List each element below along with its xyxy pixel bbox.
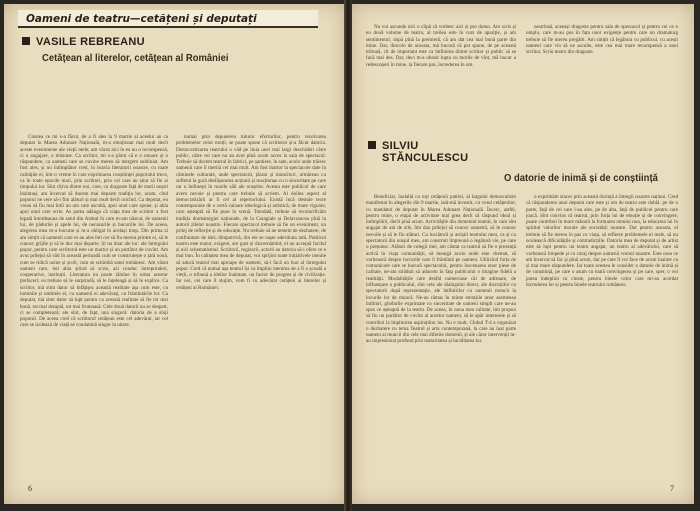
article-title: Cetățean al literelor, cetățean al României bbox=[42, 52, 229, 64]
author-heading bbox=[22, 36, 145, 48]
article-column-2 bbox=[526, 194, 678, 484]
article-column-2 bbox=[176, 134, 326, 480]
article-column-1 bbox=[20, 134, 168, 480]
author-name: SILVIU STĂNCULESCU bbox=[382, 140, 469, 164]
column-text: Cinstea ce mi s-a făcut, de a fi ales la 9 martie al acestui an ca deputat în Marea Adunare Națională, m-a emoționat mai mult decît aceste evenimente ale vieții mele; am văzut aici în ea nu o recompensă, ci o angajare, o misiune. Ca scriitor, mi s-a părut că e o onoare și o răspundere, ca oameni care se cuvine mereu să mergem subliniat. Am fost ales, și nu întîmplător cred, în istoria literaturii noastre, cu toate calitățile ei, într-o vreme în care exprimarea conștiinței poporului trece, ca în toate epocile mari, prin scriitori, prin cei care au știut să fie ai timpului lor. Sînt cîțiva dintre noi, care, cu dragoste față de marii noștri înaintași, am încercat să ducem mai departe tradiția lor, acum, cînd poporul ne cere să-i fim alături și mai mult decît oricînd. Ca deputat, eu vreau să fiu mai întîi un om care ascultă, apoi unul care spune, și abia apoi unul care scrie. As putea adăuga că viața mea de scriitor a fost legată întotdeauna de satul din Ardeal în care m-am născut, de oamenii lui, de pădurile și apele lui, de necazurile și bucuriile lui. De aceea, alegerea mea m-a bucurat și m-a obligat în același timp. Din prima zi am simțit că oamenii care m-au ales îmi cer să fiu mereu printre ei, să le cunosc grijile și să le duc mai departe. Și nu doar ale lor: ale întregului popor, pentru care scriitorul este un martor și un purtător de cuvînt. Am avut prilejul să văd în această perioadă cum se construiește o țară nouă, cum se ridică uzine și școli, cum se schimbă satul românesc. Am văzut oameni care, ieri abia știind să scrie, azi conduc întreprinderi, cooperative, instituții. Literatura nu poate rămîne în urma acestor prefaceri; ea trebuie să le surprindă, să le înțeleagă și să le explice. Ca scriitor, mă simt dator să înfățișez această realitate așa cum este, cu luminile și umbrele ei, cu oamenii ei adevărați, cu frămîntările lor. Ca deputat, mă simt dator să lupt pentru ca această realitate să fie tot mai bună, tot mai dreaptă, tot mai frumoasă. Cele două datorii nu se despart, ci se completează; ele sînt, de fapt, una singură: datoria de a sluji poporul. De aceea cred că scriitorul cetățean este cel adevărat, iar cel care se izolează de viață se condamnă singur la uitare. bbox=[20, 134, 168, 329]
author-name: VASILE REBREANU bbox=[36, 36, 145, 48]
page-number: 6 bbox=[28, 484, 32, 493]
article-column-1 bbox=[366, 194, 516, 484]
column-text: Beneficiar, laolaltă cu toți cetățenii patriei, al largului democratism manifestat în alegerile din 9 martie, iată-mă investit, cu votul cetățenilor, cu mandatul de deputat în Marea Adunare Națională. Încerc, astfel, pentru mine, o etapă de activitate mai grea decît să răspund ideal și întîmplării, decît pînă acum. Activitățile din domeniul teatral, în care sînt angajat de ani de zile, îmi dau prilejul să cunosc oamenii, să le cunosc nevoile și să le fiu alături. Cu lucrătorii și artiștii teatrului meu, ca și cu spectatorii din orașul meu, am construit împreună o legătură vie, pe care o prețuiesc. Alături de colegii mei, am căutat ca teatrul să fie o prezență activă în viața comunității, să meargă acolo unde este chemat, să vorbească despre lucrurile care îi frămîntă pe oameni. Utilizînd forța de comunicare care se bucură spectacolul, pentru înscenarea unor piese de calitate, ne-am străduit să aducem în fața publicului o imagine fidelă a realității. Modalitățile care desfid numeroase căi de adresare, de influențare a publicului, sînt cele ale dialogului direct, ale discuțiilor cu spectatorii după reprezentație, ale întîlnirilor cu oamenii muncii la locurile lor de muncă. Ne-au rămas în minte emoțiile unor asemenea întîlniri, gîndurile exprimate cu sinceritate de oameni simpli care ne-au spus ce așteaptă de la teatru. De aceea, în noua mea calitate, îmi propun să fiu un purtător de cuvînt al acestor oameni, să le apăr interesele și să contribui la împlinirea aspirațiilor lor. Nu e mult, Clubul T-4 a organizat o dezbatere cu tema Teatrul și arta contemporană, la care au luat parte oameni ai muncii din cele mai diferite domenii, și ale căror intervenții m-au impresionat profund prin maturitatea și luciditatea lor. bbox=[366, 194, 516, 345]
square-bullet-icon bbox=[22, 37, 30, 45]
book-gutter bbox=[344, 0, 352, 511]
left-page bbox=[4, 4, 344, 504]
right-page bbox=[352, 4, 694, 504]
continued-column-1 bbox=[366, 24, 516, 124]
column-text: numai prin depunerea tuturor eforturilor, pentru rezolvarea problemelor celor mulți, se poate spune că scriitorul și-a făcut datoria. Democratizarea teatrului o văd pe linia unei mai largi deschideri către public, către cei care nu au avut pînă acum acces la sala de spectacol. Trebuie să ducem teatrul în fabrici, pe șantiere, în sate, acolo unde trăiesc oamenii care îl merită cel mai mult. Am fost martor la spectacole date în căminele culturale, unde spectatorii, țărani și muncitori, urmăreau cu sufletul la gură desfășurarea acțiunii și reacționau cu o sinceritate pe care rar o întîlnești în marile săli ale orașelor. Acesta este publicul de care avem nevoie și pentru care trebuie să scriem. Al doilea aspect al democratizării ar fi cel al repertoriului. Există încă destule texte contemporane de o certă valoare ideologică și artistică, de mare vigoare, care așteaptă să fie puse în scenă. Totodată, trebuie să revalorificăm tradiția dramaturgiei naționale, de la Caragiale și Delavrancea pînă la autorii zilelor noastre. Fiecare spectacol trebuie să fie un eveniment, un prilej de reflecție și de educație. Nu trebuie să ne temem de dezbatere, de confruntare de idei; dimpotrivă, din ele se naște adevărata artă. Publicul nostru este matur, exigent, are gust și discernămînt; el nu acceptă facilul și nici schematismul. Scriitorii, regizorii, actorii au datoria să-i ofere ce e mai bun. În calitatea mea de deputat, voi sprijini toate inițiativele menite să aducă teatrul mai aproape de oameni, să-l facă un bun al întregului popor. Cred că numai așa teatrul își va împlini menirea de a fi o școală a vieții, o tribună a ideilor înaintate, un factor de progres și de civilizație. Iar noi, cei care îl slujim, vom fi cu adevărat cetățeni ai literelor și cetățeni ai României. bbox=[176, 134, 326, 291]
article-title: O datorie de inimă și de conștiință bbox=[504, 172, 658, 184]
column-text: o exprimăm sincer prin această dorință a întregii noastre națiuni. Cred că răspunderea unui deputat care este și om de teatru este dublă: pe de o parte, față de cei care l-au ales, pe de alta, față de publicul pentru care joacă. Sînt convins că teatrul, prin forța lui de emoție și de convingere, poate contribui în mare măsură la formarea omului nou, la educarea lui în spiritul valorilor morale ale societății noastre. Dar pentru aceasta, el trebuie să fie mereu în pas cu viața, să reflecte problemele ei reale, să nu ocolească dificultățile și contradicțiile. Datoria mea de deputat și de artist este să lupt pentru un teatru angajat, un teatru al adevărului, care să vorbească limpede și cu curaj despre oamenii vremii noastre. Este ceea ce am încercat să fac și pînă acum, dar pe care îl voi face de acum înainte cu și mai mare răspundere. Iar toate acestea le consider o datorie de inimă și de conștiință, pe care o asum cu toată convingerea și pe care, sper, o voi putea îndeplini cu cinste, pentru binele celor care mi-au acordat încrederea lor și pentru binele teatrului românesc. bbox=[526, 194, 678, 288]
author-heading bbox=[368, 140, 469, 164]
column-text: nestrînsă, aceeași dragoste pentru sala de spectacol și pentru cei ce o umplu, care m-au pus în fața unor exigențe pentru care un dramaturg trebuie să fie mereu pregătit. Am simțit că legătura cu publicul, cu acești oameni care vin să ne asculte, este cea mai mare recompensă a unui scriitor. Scriu teatru din dragoste. bbox=[526, 24, 678, 56]
continued-column-2 bbox=[526, 24, 678, 124]
column-text: Nu voi ascunde nici o clipă că vorbesc aici și pro domo. Am scris și eu două volume de teatru, al treilea este în curs de apariție, și am sentimentul, după pînă la premieră, că am dat cea mai bună parte din mine. Dar, dincolo de aceasta, mă bucură că pot spune, de pe această tribună, cît de important este ca întîlnirea dintre scriitor și public să se facă mai des. Dar, deci m-a obosit lupta cu morile de vînt, mă bucur a redescoperi în mine, la fiecare pas, încrederea în om. bbox=[366, 24, 516, 68]
section-banner: Oameni de teatru—cetățeni și deputați bbox=[18, 10, 318, 28]
page-number: 7 bbox=[670, 484, 674, 493]
square-bullet-icon bbox=[368, 141, 376, 149]
